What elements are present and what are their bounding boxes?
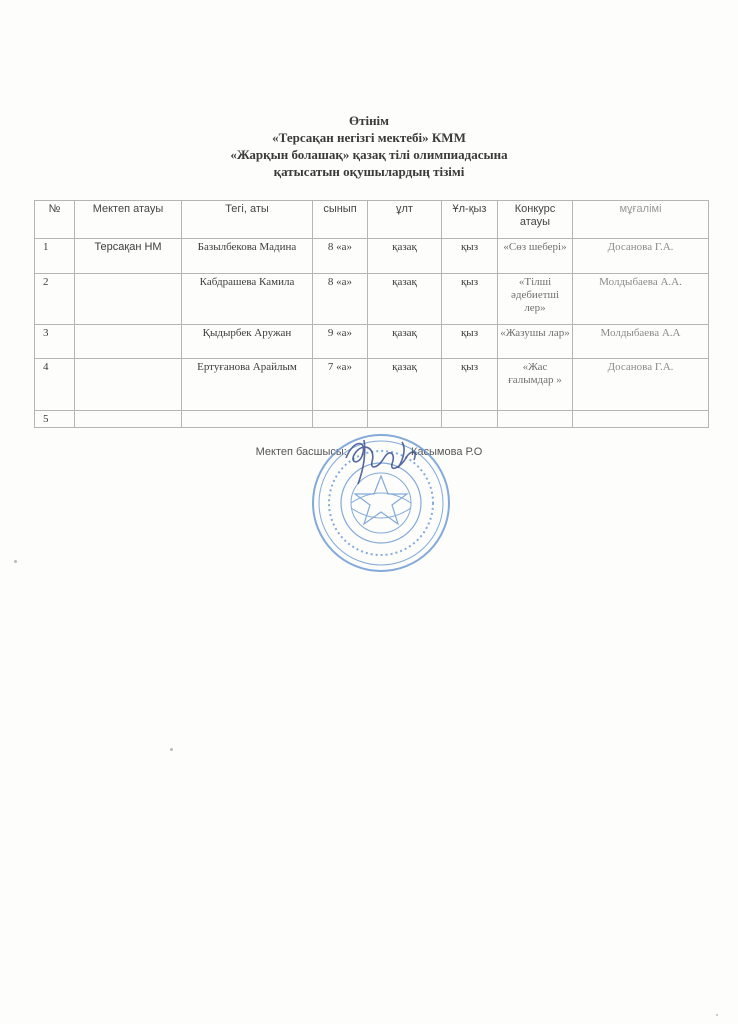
row-gender: қыз [442,239,498,274]
row-number: 3 [35,325,75,359]
row-school: Терсақан НМ [75,239,182,274]
header-number: № [35,201,75,239]
row-teacher: Молдыбаева А.А. [573,274,709,325]
scan-speck [170,748,173,751]
row-contest: «Жас ғалымдар » [498,359,573,411]
row-contest: «Сөз шебері» [498,239,573,274]
director-label: Мектеп басшысы: [255,446,347,458]
heading-list-title: қатысатын оқушылардың тізімі [273,164,465,179]
row-teacher: Молдыбаева А.А [573,325,709,359]
row-name: Кабдрашева Камила [182,274,313,325]
row-gender [442,411,498,428]
row-teacher: Досанова Г.А. [573,239,709,274]
header-gender: Ұл-қыз [442,201,498,239]
row-name: Базылбекова Мадина [182,239,313,274]
heading-title: Өтінім [348,113,390,128]
row-school [75,325,182,359]
row-gender: қыз [442,359,498,411]
table-header-row [35,201,709,239]
header-nationality: ұлт [368,201,442,239]
row-grade: 8 «а» [313,274,368,325]
row-number: 5 [35,411,75,428]
row-nationality [368,411,442,428]
row-number: 2 [35,274,75,325]
document-heading [0,112,738,180]
scan-speck [716,1014,718,1016]
table-row [35,239,709,274]
header-contest: Конкурс атауы [498,201,573,239]
row-contest [498,411,573,428]
row-nationality: қазақ [368,325,442,359]
header-teacher: мұғалімі [573,201,709,239]
table-row [35,359,709,411]
heading-organization: «Терсақан негізгі мектебі» КММ [272,130,466,145]
row-nationality: қазақ [368,239,442,274]
heading-olympiad: «Жарқын болашақ» қазақ тілі олимпиадасына [230,147,508,162]
row-gender: қыз [442,325,498,359]
row-name: Қыдырбек Аружан [182,325,313,359]
scan-speck [14,560,17,563]
seal-icon [313,435,449,571]
row-contest: «Тілші әдебиетші лер» [498,274,573,325]
row-nationality: қазақ [368,274,442,325]
table-row [35,411,709,428]
row-teacher [573,411,709,428]
header-name: Тегі, аты [182,201,313,239]
participants-table [34,200,709,428]
row-nationality: қазақ [368,359,442,411]
header-school: Мектеп атауы [75,201,182,239]
row-teacher: Досанова Г.А. [573,359,709,411]
row-school [75,411,182,428]
row-name: Ертуғанова Арайлым [182,359,313,411]
row-school [75,359,182,411]
row-name [182,411,313,428]
director-name: Касымова Р.О [410,446,483,458]
row-number: 4 [35,359,75,411]
row-contest: «Жазушы лар» [498,325,573,359]
header-grade: сынып [313,201,368,239]
row-grade [313,411,368,428]
table-row [35,274,709,325]
table-row [35,325,709,359]
row-school [75,274,182,325]
official-seal-stamp [306,428,456,578]
row-gender: қыз [442,274,498,325]
row-grade: 9 «а» [313,325,368,359]
row-number: 1 [35,239,75,274]
row-grade: 7 «а» [313,359,368,411]
row-grade: 8 «а» [313,239,368,274]
